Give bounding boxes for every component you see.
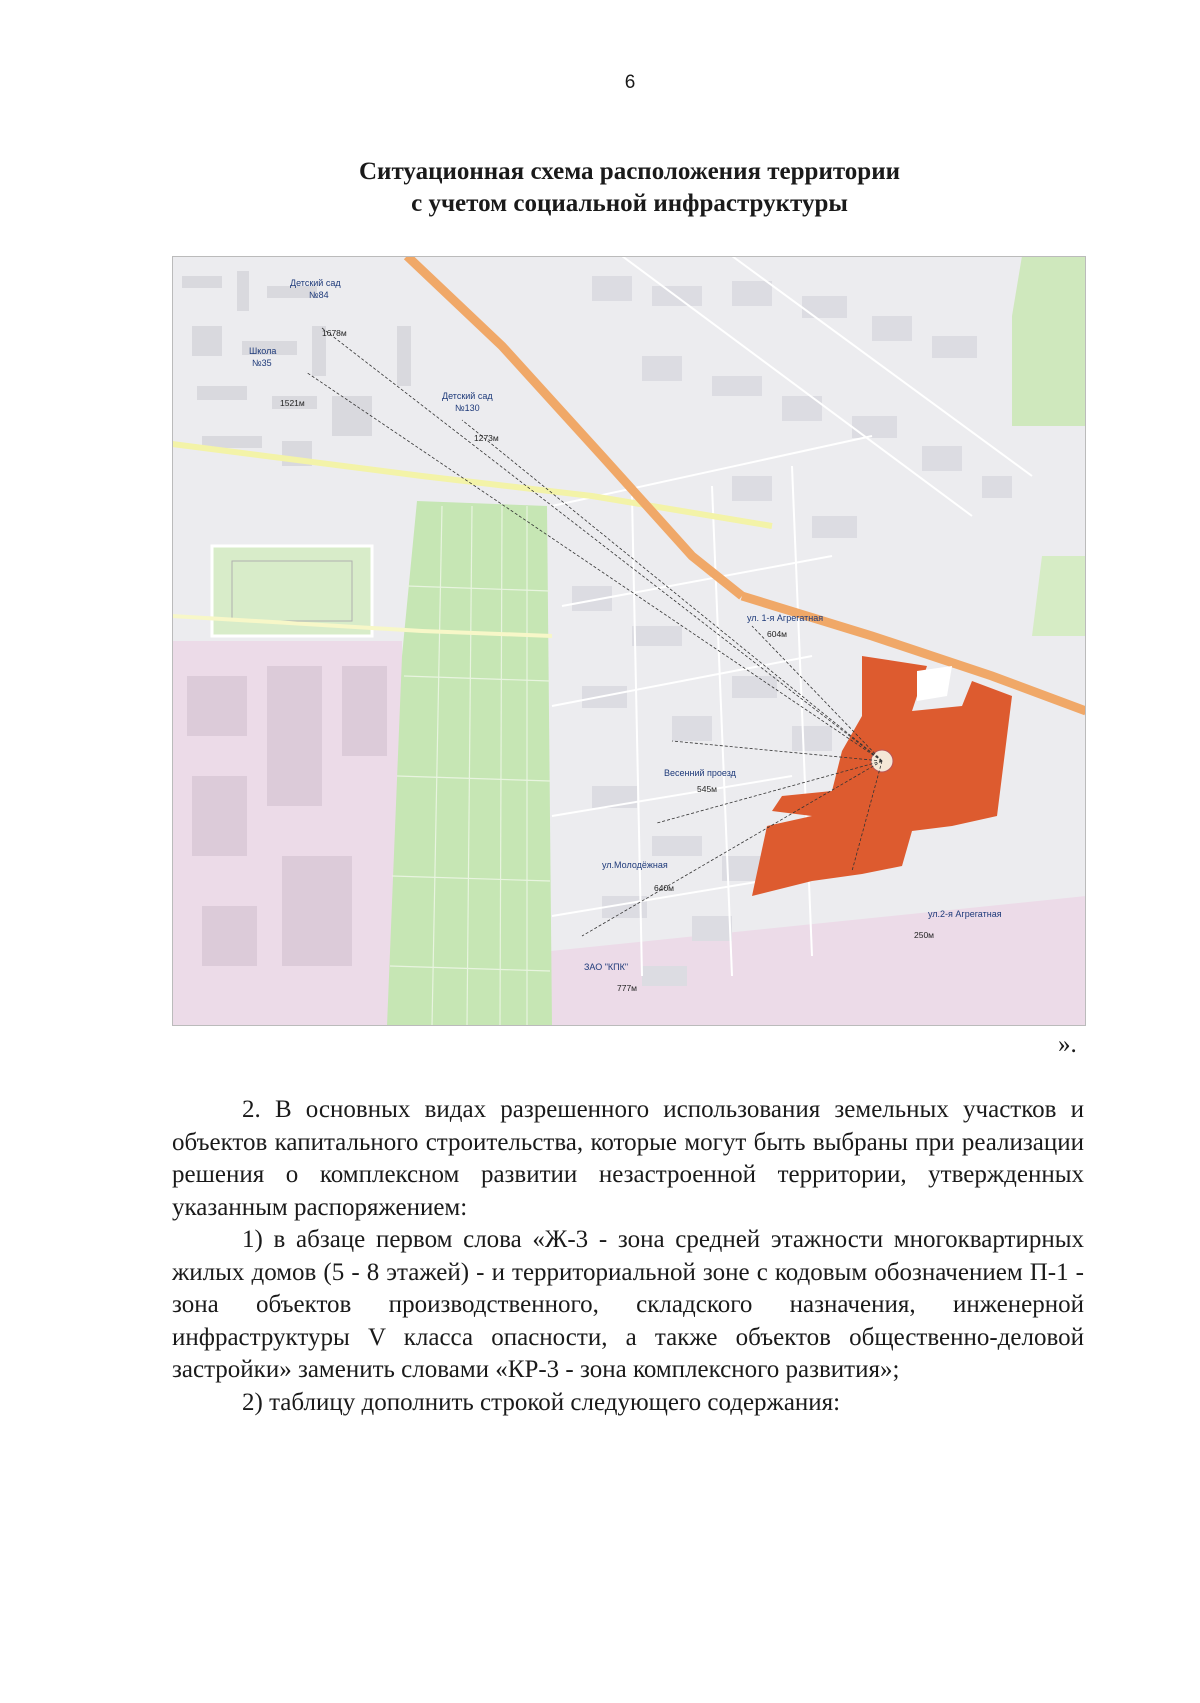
map-canvas: [172, 256, 1086, 1026]
label-kindergarten-84-a: Детский сад: [290, 278, 341, 288]
label-agregatnaya-2: ул.2-я Агрегатная: [928, 909, 1002, 919]
label-kindergarten-130-b: №130: [455, 403, 480, 413]
paragraph-2-1: 1) в абзаце первом слова «Ж-3 - зона средней этажности многоквартирных жилых домов (5 - 8 этажей) - и территориальной зоне с кодовым обозначением П-1 - зона объектов производственного, складского назначения, инженерной инфраструктуры V класса опасности, а также объектов общественно-деловой застройки» заменить словами «КР-3 - зона комплексного развития»;: [172, 1226, 1084, 1383]
page-title: [172, 156, 1087, 220]
label-kindergarten-130-a: Детский сад: [442, 391, 493, 401]
dist-agregatnaya-1: 604м: [767, 629, 788, 639]
title-line-1: Ситуационная схема расположения территории: [358, 158, 901, 185]
page-number: 6: [624, 72, 636, 93]
dist-molodezhnaya: 640м: [654, 883, 675, 893]
label-school-35-b: №35: [252, 358, 272, 368]
dist-kindergarten-130: 1273м: [474, 433, 499, 443]
green-zone-northeast: [1012, 256, 1086, 426]
dist-zao-kpk: 777м: [617, 983, 638, 993]
body-text: [172, 1094, 1084, 1419]
title-line-2: с учетом социальной инфраструктуры: [411, 190, 848, 217]
label-school-35-a: Школа: [249, 346, 277, 356]
dist-school-35: 1521м: [280, 398, 305, 408]
label-zao-kpk: ЗАО "КПК": [584, 962, 629, 972]
label-molodezhnaya: ул.Молодёжная: [602, 860, 668, 870]
label-vesenniy-proezd: Весенний проезд: [664, 768, 736, 778]
dist-vesenniy-proezd: 545м: [697, 784, 718, 794]
closing-quote: ».: [1058, 1031, 1077, 1058]
paragraph-2-2: 2) таблицу дополнить строкой следующего содержания:: [242, 1388, 841, 1416]
territory-exclusion: [917, 666, 952, 701]
label-agregatnaya-1: ул. 1-я Агрегатная: [747, 613, 824, 623]
dist-kindergarten-84: 1678м: [322, 328, 347, 338]
dist-agregatnaya-2: 250м: [914, 930, 935, 940]
paragraph-2: 2. В основных видах разрешенного использования земельных участков и объектов капитального строительства, которые могут быть выбраны при реализации решения о комплексном развитии незастроенной территории, утвержденных указанным распоряжением:: [172, 1096, 1084, 1221]
situation-map: [172, 256, 1086, 1026]
label-kindergarten-84-b: №84: [309, 290, 329, 300]
